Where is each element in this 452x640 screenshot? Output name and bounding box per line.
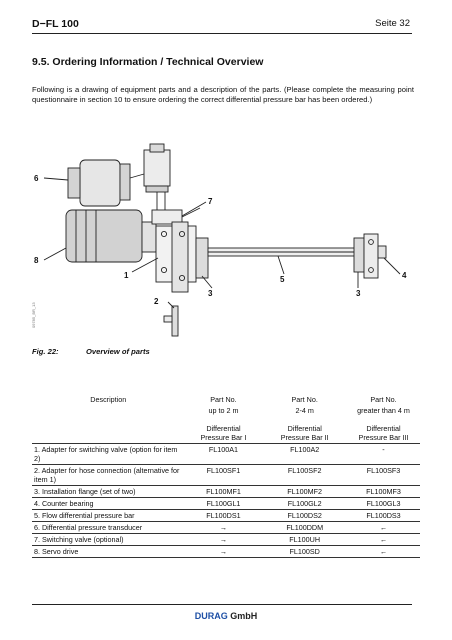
- row-part-3: ←: [347, 534, 420, 546]
- row-description: 2. Adapter for hose connection (alternative for item 1): [32, 465, 185, 486]
- footer-brand-logo: DURAG: [194, 611, 228, 621]
- table-subheader-row: [32, 405, 420, 444]
- row-part-1: FL100DS1: [185, 510, 263, 522]
- callout-1: 1: [124, 271, 129, 280]
- row-part-2: FL100A2: [262, 444, 347, 465]
- row-part-2: FL100MF2: [262, 486, 347, 498]
- row-part-2: FL100SF2: [262, 465, 347, 486]
- row-part-1: FL100MF1: [185, 486, 263, 498]
- adapter-drawing: [156, 222, 196, 292]
- footer-brand-suffix: GmbH: [227, 611, 258, 621]
- row-part-1: FL100A1: [185, 444, 263, 465]
- pressure-bar-drawing: [208, 248, 362, 256]
- header-part-no-2: Part No.: [291, 395, 318, 404]
- row-part-3: FL100GL3: [347, 498, 420, 510]
- row-part-3: ←: [347, 546, 420, 558]
- table-row: [32, 444, 420, 465]
- table-header-row: [32, 394, 420, 405]
- row-part-2: FL100GL2: [262, 498, 347, 510]
- row-part-2: FL100SD: [262, 546, 347, 558]
- row-part-1: FL100SF1: [185, 465, 263, 486]
- row-description: 6. Differential pressure transducer: [32, 522, 185, 534]
- row-part-1: →: [185, 534, 263, 546]
- section-title: 9.5. Ordering Information / Technical Overview: [32, 56, 264, 68]
- header-description: Description: [90, 395, 127, 404]
- page-number: Seite 32: [375, 18, 410, 29]
- row-description: 3. Installation flange (set of two): [32, 486, 185, 498]
- header-divider: [32, 33, 412, 34]
- row-description: 5. Flow differential pressure bar: [32, 510, 185, 522]
- table-row: [32, 522, 420, 534]
- callout-4: 4: [402, 271, 407, 280]
- counter-bearing-drawing: [354, 234, 386, 278]
- table-row: [32, 498, 420, 510]
- callout-5: 5: [280, 275, 285, 284]
- installation-flange-drawing: [196, 238, 208, 278]
- callout-2: 2: [154, 297, 159, 306]
- table-row: [32, 546, 420, 558]
- table-row: [32, 465, 420, 486]
- row-part-3: -: [347, 444, 420, 465]
- row-part-3: FL100SF3: [347, 465, 420, 486]
- footer: [0, 611, 452, 621]
- row-description: 8. Servo drive: [32, 546, 185, 558]
- row-part-2: FL100DS2: [262, 510, 347, 522]
- header-part-no-1: Part No.: [210, 395, 237, 404]
- header-part-no-3: Part No.: [370, 395, 397, 404]
- callout-3-right: 3: [356, 289, 361, 298]
- row-part-1: →: [185, 546, 263, 558]
- row-part-3: FL100DS3: [347, 510, 420, 522]
- figure-side-note: 09785_BR_13: [31, 302, 36, 328]
- hose-adapter-drawing: [164, 306, 178, 336]
- callout-7: 7: [208, 197, 213, 206]
- header-title: D−FL 100: [32, 18, 79, 30]
- intro-paragraph: Following is a drawing of equipment parts and a description of the parts. (Please complete the measuring point questionnaire in section 10 to ensure ordering the correct differential pressure bar has been ordered.): [32, 85, 414, 104]
- callout-6: 6: [34, 174, 39, 183]
- row-description: 7. Switching valve (optional): [32, 534, 185, 546]
- row-part-3: FL100MF3: [347, 486, 420, 498]
- callout-3-left: 3: [208, 289, 213, 298]
- table-row: [32, 534, 420, 546]
- row-part-1: FL100GL1: [185, 498, 263, 510]
- row-description: 4. Counter bearing: [32, 498, 185, 510]
- figure-caption: Overview of parts: [86, 347, 150, 356]
- row-description: 1. Adapter for switching valve (option for item 2): [32, 444, 185, 465]
- transducer-drawing: [68, 144, 170, 218]
- footer-divider: [32, 604, 412, 605]
- parts-table: [32, 394, 420, 558]
- table-row: [32, 486, 420, 498]
- callout-8: 8: [34, 256, 39, 265]
- row-part-3: ←: [347, 522, 420, 534]
- parts-drawing: [32, 138, 420, 348]
- header-range-2: 2-4 m Differential Pressure Bar II: [262, 405, 347, 444]
- row-part-2: FL100DDM: [262, 522, 347, 534]
- servo-drive-drawing: [66, 210, 156, 262]
- figure-number: Fig. 22:: [32, 347, 59, 356]
- row-part-1: →: [185, 522, 263, 534]
- table-row: [32, 510, 420, 522]
- header-range-1: up to 2 m Differential Pressure Bar I: [185, 405, 263, 444]
- header-range-3: greater than 4 m Differential Pressure Bar III: [347, 405, 420, 444]
- row-part-2: FL100UH: [262, 534, 347, 546]
